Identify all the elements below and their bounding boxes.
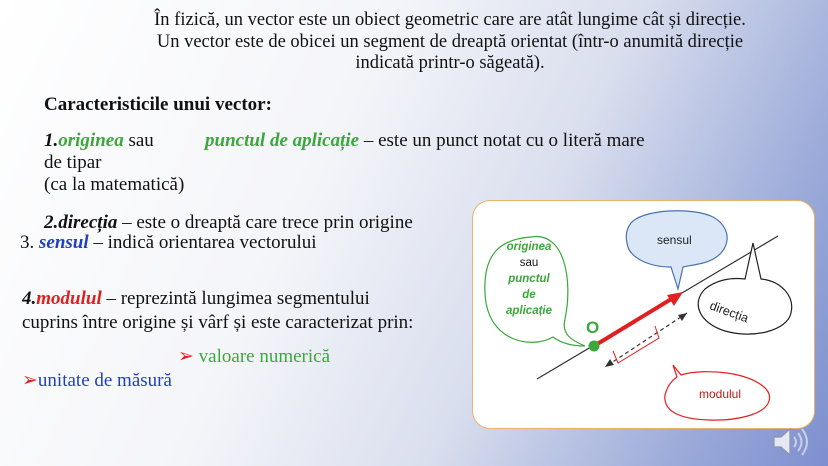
intro-line-3: indicată printr-o săgeată). (355, 53, 545, 73)
item-origin-number: 1. (44, 130, 59, 151)
item-direction (44, 212, 413, 234)
intro-paragraph (100, 10, 800, 75)
origin-bubble-word-1: originea (506, 241, 552, 253)
item-origin-continued (205, 130, 645, 152)
modulus-arrow-head-start (605, 359, 614, 367)
item-direction-desc: – este o dreaptă care trece prin origine (117, 212, 413, 233)
bullet-arrow-icon: ➢ (178, 346, 194, 367)
item-modulus-line2: cuprins între origine și vârf și este caracterizat prin: (22, 312, 414, 333)
bullet-arrow-icon: ➢ (22, 370, 38, 391)
vector-arrow (594, 298, 673, 346)
origin-bubble-word-4: de (522, 289, 536, 301)
bullet-numeric-value (178, 346, 330, 368)
section-title: Caracteristicile unui vector: (44, 94, 272, 115)
intro-line-2: Un vector este de obicei un segment de dreaptă orientat (într-o anumită direcție (156, 31, 744, 52)
modulus-arrow-head-end (678, 313, 687, 321)
origin-bubble-text (491, 239, 567, 319)
item-direction-term: direcția (58, 212, 118, 233)
item-origin-desc: – este un punct notat cu o literă mare (359, 130, 645, 151)
intro-line-1: În fizică, un vector este un obiect geometric care are atât lungime cât și direcție. (154, 10, 746, 30)
speaker-icon[interactable] (770, 424, 814, 460)
bullet-unit (22, 370, 172, 392)
item-sense-desc: – indică orientarea vectorului (88, 232, 317, 253)
sense-bubble (626, 211, 727, 289)
item-modulus-desc: – reprezintă lungimea segmentului (101, 288, 370, 309)
item-origin-line2: de tipar (44, 152, 102, 173)
item-origin-line3: (ca la matematică) (44, 174, 185, 195)
origin-bubble-word-2: sau (519, 257, 539, 269)
item-origin-term2: punctul de aplicație (205, 130, 360, 151)
item-origin-connector: sau (123, 130, 154, 151)
sense-label: sensul (657, 233, 692, 247)
item-modulus-number: 4. (22, 288, 37, 309)
item-sense (20, 232, 317, 254)
item-sense-number: 3. (20, 232, 39, 253)
vector-diagram (472, 200, 815, 429)
speaker-icon-svg (770, 424, 814, 460)
modulus-dashed-line (605, 313, 687, 367)
bullet-numeric-value-text: valoare numerică (193, 346, 331, 367)
origin-point (589, 341, 600, 352)
item-origin (44, 130, 154, 152)
origin-bubble-word-3: punctul (508, 273, 550, 285)
modulus-label: modulul (699, 387, 742, 401)
item-sense-term: sensul (39, 232, 89, 253)
item-origin-term: originea (58, 130, 124, 151)
direction-label: direcția (707, 298, 751, 326)
origin-bubble-word-5: aplicație (505, 305, 553, 317)
bullet-unit-text: unitate de măsură (37, 370, 172, 391)
item-direction-number: 2. (44, 212, 59, 233)
item-modulus-term: modulul (36, 288, 102, 309)
origin-point-label: O (586, 318, 600, 337)
item-modulus (22, 288, 370, 310)
